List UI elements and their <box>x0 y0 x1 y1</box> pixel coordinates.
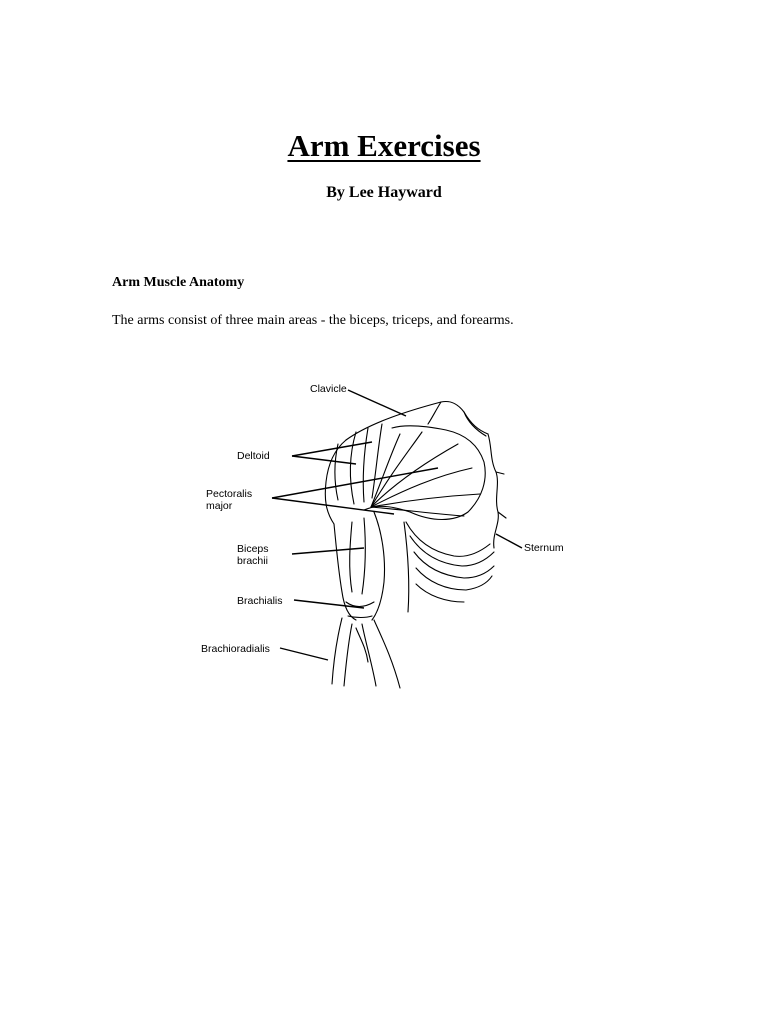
arm-anatomy-figure <box>196 372 576 692</box>
deltoid-leader-1 <box>292 442 372 456</box>
biceps-leader <box>292 548 364 554</box>
label-biceps-line1: Biceps <box>237 543 269 555</box>
leader-lines <box>272 390 522 660</box>
label-pectoralis-line1: Pectoralis <box>206 488 253 500</box>
sternum-leader <box>496 534 522 548</box>
intro-paragraph: The arms consist of three main areas - the biceps, triceps, and forearms. <box>112 313 514 328</box>
label-deltoid: Deltoid <box>237 450 270 462</box>
brachialis-leader <box>294 600 364 608</box>
clavicle-leader <box>348 390 406 416</box>
label-biceps-line2: brachii <box>237 555 268 567</box>
document-title: Arm Exercises <box>287 128 481 163</box>
label-sternum: Sternum <box>524 542 564 554</box>
brachioradialis-leader <box>280 648 328 660</box>
label-brachioradialis: Brachioradialis <box>201 643 270 655</box>
deltoid-leader-2 <box>292 456 356 464</box>
label-clavicle: Clavicle <box>310 383 347 395</box>
author-byline: By Lee Hayward <box>326 184 442 201</box>
pectoralis-leader-1 <box>272 468 438 498</box>
label-brachialis: Brachialis <box>237 595 283 607</box>
label-pectoralis-line2: major <box>206 500 233 512</box>
section-heading: Arm Muscle Anatomy <box>112 275 245 290</box>
arm-anatomy-illustration <box>196 372 576 692</box>
muscle-drawing <box>325 401 506 688</box>
